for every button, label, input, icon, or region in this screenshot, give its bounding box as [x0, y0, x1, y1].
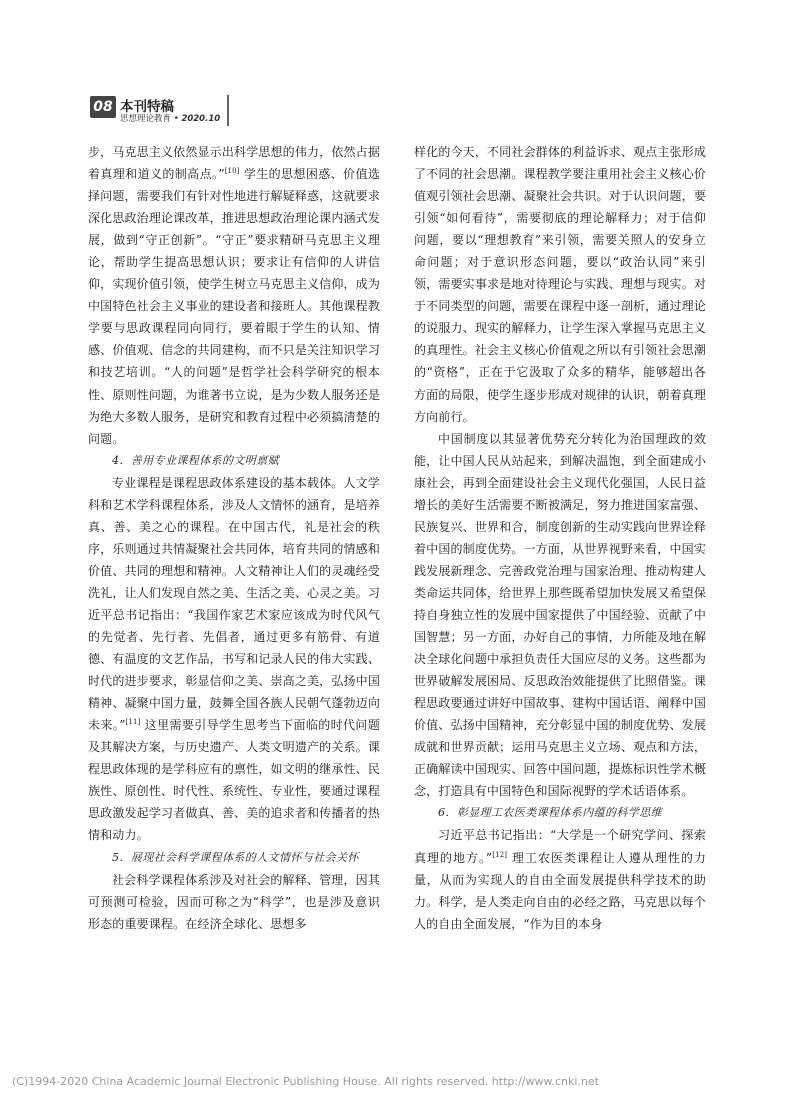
- page-number: 08: [90, 96, 116, 118]
- paragraph: 步，马克思主义依然显示出科学思想的伟力，依然占据着真理和道义的制高点。”[10] 学生的思想困惑、价值选择问题，需要我们有针对性地进行解疑释惑，这就要求深化思政治理论课改革，推进思想政治理论课内涵式发展，做到“守正创新”。“守正”要求精研马克思主义理论，帮助学生提高思想认识；要求让有信仰的人讲信仰，实现价值引领，使学生树立马克思主义信仰，成为中国特色社会主义事业的建设者和接班人。其他课程教学要与思政课程同向同行，要着眼于学生的认知、情感、价值观、信念的共同建构，而不只是关注知识学习和技艺培训。“人的问题”是哲学社会科学研究的根本性、原则性问题，为谁著书立说，是为少数人服务还是为绝大多数人服务，是研究和教育过程中必须搞清楚的问题。: [88, 145, 380, 446]
- paragraph: 习近平总书记指出：“大学是一个研究学问、探索真理的地方。”[12] 理工农医类课程让人遵从理性的力量，从而为实现人的自由全面发展提供科学技术的助力。科学，是人类走向自由的必经之路，马克思以每个人的自由全面发展，“作为目的本身: [414, 828, 706, 931]
- citation-ref[interactable]: [10]: [224, 167, 240, 176]
- left-column: [88, 141, 380, 935]
- section-heading: 4．善用专业课程体系的文明禀赋: [112, 453, 279, 467]
- copyright-footer: (C)1994-2020 China Academic Journal Electronic Publishing House. All rights reserved. http://www.cnki.net: [12, 1075, 599, 1088]
- citation-ref[interactable]: [12]: [492, 850, 508, 859]
- section-heading: 6．彰显理工农医类课程体系内蕴的科学思维: [438, 806, 662, 820]
- issue-number: 2020.10: [181, 114, 221, 124]
- citation-ref[interactable]: [11]: [125, 718, 141, 727]
- right-column: [414, 141, 706, 935]
- paragraph: 社会科学课程体系涉及对社会的解释、管理，因其可预测可检验，因而可称之为“科学”，也是涉及意识形态的重要课程。在经济全球化、思想多: [88, 872, 380, 931]
- section-heading: 5．展现社会科学课程体系的人文情怀与社会关怀: [112, 850, 359, 864]
- paragraph: 样化的今天，不同社会群体的利益诉求、观点主张形成了不同的社会思潮。课程教学要注重用社会主义核心价值观引领社会思潮、凝聚社会共识。对于认识问题，要引领“如何看待”，需要彻底的理论解释力；对于信仰问题，要以“理想教育”来引领，需要关照人的安身立命问题；对于意识形态问题，要以“政治认同”来引领，需要实事求是地对待理论与实践、理想与现实。对于不同类型的问题，需要在课程中逐一剖析，通过理论的说服力、现实的解释力，让学生深入掌握马克思主义的真理性。社会主义核心价值观之所以有引领社会思潮的“资格”，正在于它汲取了众多的精华，能够超出各方面的局限，使学生逐步形成对规律的认识，朝着真理方向前行。: [414, 145, 706, 424]
- journal-info: [120, 112, 220, 124]
- section-title: 本刊特稿: [120, 99, 174, 115]
- separator-dot: •: [173, 114, 179, 124]
- journal-name: 思想理论教育: [120, 114, 172, 124]
- paragraph: 专业课程是课程思政体系建设的基本载体。人文学科和艺术学科课程体系，涉及人文情怀的涵育，是培养真、善、美之心的课程。在中国古代，礼是社会的秩序，乐则通过共情凝聚社会共同体，培育共同的情感和价值、共同的理想和精神。人文精神让人们的灵魂经受洗礼，让人们发现自然之美、生活之美、心灵之美。习近平总书记指出：“我国作家艺术家应该成为时代风气的先觉者、先行者、先倡者，通过更多有筋骨、有道德、有温度的文艺作品，书写和记录人民的伟大实践、时代的进步要求，彰显信仰之美、崇高之美，弘扬中国精神、凝聚中国力量，鼓舞全国各族人民朝气蓬勃迈向未来。”[11] 这里需要引导学生思考当下面临的时代问题及其解决方案，与历史遗产、人类文明遗产的关系。课程思政体现的是学科应有的禀性，如文明的继承性、民族性、原创性、时代性、系统性、专业性，要通过课程思政激发起学习者做真、善、美的追求者和传播者的热情和动力。: [88, 475, 380, 843]
- paragraph: 中国制度以其显著优势充分转化为治国理政的效能，让中国人民从站起来，到解决温饱，到全面建成小康社会，再到全面建设社会主义现代化强国，人民日益增长的美好生活需要不断被满足，努力推进国家富强、民族复兴、世界和合，制度创新的生动实践向世界诠释着中国的制度优势。一方面，从世界视野来看，中国实践发展新理念、完善政党治理与国家治理、推动构建人类命运共同体，给世界上那些既希望加快发展又希望保持自身独立性的发展中国家提供了中国经验、贡献了中国智慧；另一方面，办好自己的事情，力所能及地在解决全球化问题中承担负责任大国应尽的义务。这些都为世界破解发展困局、反思政治效能提供了比照借鉴。课程思政要通过讲好中国故事、建构中国话语、阐释中国价值、弘扬中国精神，充分彰显中国的制度优势、发展成就和世界贡献；运用马克思主义立场、观点和方法，正确解读中国现实、回答中国问题，提炼标识性学术概念，打造具有中国特色和国际视野的学术话语体系。: [414, 431, 706, 799]
- header-divider: [227, 95, 229, 126]
